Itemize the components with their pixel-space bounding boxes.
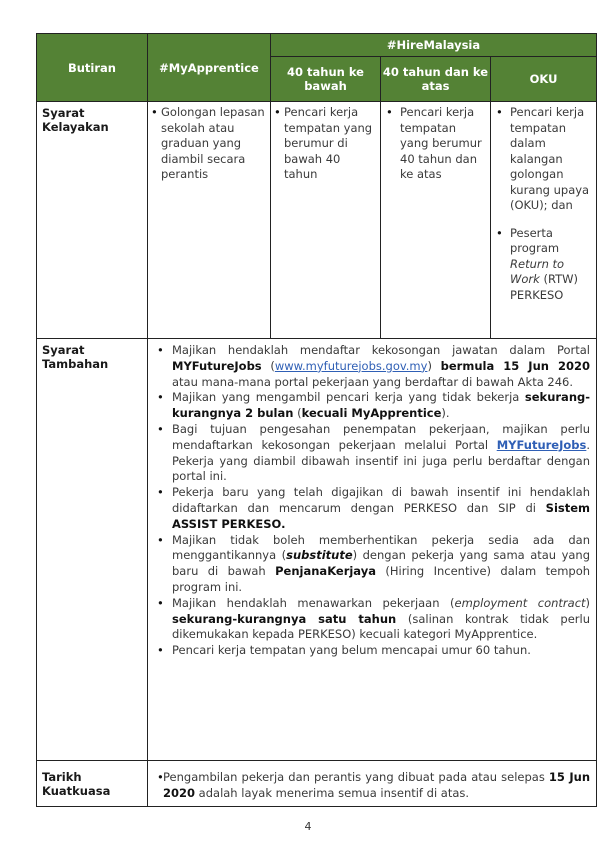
text: Majikan hendaklah menawarkan pekerjaan ( (172, 595, 455, 610)
myfuturejobs-url-link[interactable]: www.myfuturejobs.gov.my (274, 358, 428, 373)
header-over-40: 40 tahun dan ke atas (381, 57, 491, 102)
bullet-item: • Pencari kerja tempatan yang berumur 40 tahun dan ke atas (384, 105, 486, 183)
text: adalah layak menerima semua insentif di atas. (195, 785, 470, 800)
cell-oku-eligibility (491, 102, 597, 339)
label-syarat-kelayakan (37, 102, 148, 339)
label-line: Syarat (42, 343, 85, 357)
label-line: Tarikh (42, 770, 82, 784)
bullet-item (494, 226, 592, 304)
bold-text: PenjanaKerjaya (275, 564, 376, 579)
bullet-item (154, 533, 590, 596)
text: ) dengan pekerja yang sama atau yang baru di bawah (172, 548, 591, 579)
bullet-item (154, 343, 590, 390)
header-myapprentice: #MyApprentice (148, 34, 271, 102)
row-tarikh-kuatkuasa (37, 761, 597, 807)
text: Majikan yang mengambil pencari kerja yang tidak bekerja (172, 390, 525, 405)
text: (RTW) PERKESO (510, 272, 578, 302)
text: Peserta program (510, 225, 560, 255)
bullet-item: • Pencari kerja tempatan dalam kalangan golongan kurang upaya (OKU); dan (494, 105, 592, 214)
bold-text: kecuali MyApprentice (301, 406, 442, 421)
bullet-item (154, 596, 590, 643)
bold-text: sekurang-kurangnya 2 bulan (172, 390, 591, 421)
page-number: 4 (304, 820, 312, 833)
bullet-item: • Pencari kerja tempatan yang belum mencapai umur 60 tahun. (154, 643, 590, 659)
text: ( (293, 406, 302, 421)
label-tarikh-kuatkuasa (37, 761, 148, 807)
cell-syarat-tambahan (148, 339, 597, 761)
header-hiremalaysia: #HireMalaysia (271, 34, 597, 57)
bold-text: bermula 15 Jun 2020 (440, 358, 591, 373)
incentive-table (36, 33, 597, 807)
text: ). (441, 406, 450, 421)
text: ( (261, 358, 275, 373)
row-syarat-kelayakan (37, 102, 597, 339)
label-line: Kelayakan (42, 120, 109, 134)
cell-tarikh-kuatkuasa (148, 761, 597, 807)
bold-text: sekurang-kurangnya satu tahun (172, 611, 397, 626)
header-under-40: 40 tahun ke bawah (271, 57, 381, 102)
header-oku: OKU (491, 57, 597, 102)
bold-text: Sistem ASSIST PERKESO. (172, 500, 591, 531)
bold-text: 15 Jun 2020 (163, 770, 591, 800)
row-syarat-tambahan (37, 339, 597, 761)
text: Pekerja baru yang telah digajikan di bawah insentif ini hendaklah didaftarkan dan mencarum dengan PERKESO dan SIP di (172, 485, 591, 515)
label-line: Tambahan (42, 357, 109, 371)
text: ) (427, 358, 441, 373)
text: Bagi tujuan pengesahan penempatan pekerjaan, majikan perlu mendaftarkan kekosongan pekerjaan melalui Portal (172, 421, 591, 452)
bold-text: MYFutureJobs (172, 358, 262, 373)
italic-text: Return to Work (510, 256, 565, 286)
label-line: Kuatkuasa (42, 784, 111, 798)
text: ) (585, 595, 591, 610)
text: Majikan tidak boleh memberhentikan pekerja sedia ada dan menggantikannya ( (172, 532, 591, 563)
header-row-1 (37, 34, 597, 57)
bullet-item (154, 485, 590, 532)
header-butiran: Butiran (37, 34, 148, 102)
text: Majikan hendaklah mendaftar kekosongan jawatan dalam Portal (172, 343, 591, 357)
label-syarat-tambahan (37, 339, 148, 761)
bold-italic-text: substitute (286, 548, 353, 563)
bullet-item (154, 422, 590, 485)
text: Pengambilan pekerja dan perantis yang dibuat pada atau selepas (163, 770, 549, 784)
bullet-item (154, 390, 590, 422)
label-line: Syarat (42, 106, 85, 120)
cell-over40-eligibility (381, 102, 491, 339)
bullet-item: • Golongan lepasan sekolah atau graduan yang diambil secara perantis (151, 105, 266, 183)
cell-myapprentice-eligibility (148, 102, 271, 339)
text: atau mana-mana portal pekerjaan yang berdaftar di bawah Akta 246. (172, 374, 574, 389)
myfuturejobs-link[interactable]: MYFutureJobs (496, 437, 587, 452)
text: (salinan kontrak tidak perlu dikemukakan kepada PERKESO) kecuali kategori MyApprentice. (172, 611, 591, 642)
cell-under40-eligibility (271, 102, 381, 339)
italic-text: employment contract (454, 595, 586, 610)
text: (Hiring Incentive) dalam tempoh program ini. (172, 564, 591, 594)
text: . Pekerja yang diambil dibawah insentif ini juga perlu berdaftar dengan portal ini. (172, 437, 591, 484)
bullet-item: • Pencari kerja tempatan yang berumur di bawah 40 tahun (274, 105, 376, 183)
bullet-item (154, 770, 590, 802)
